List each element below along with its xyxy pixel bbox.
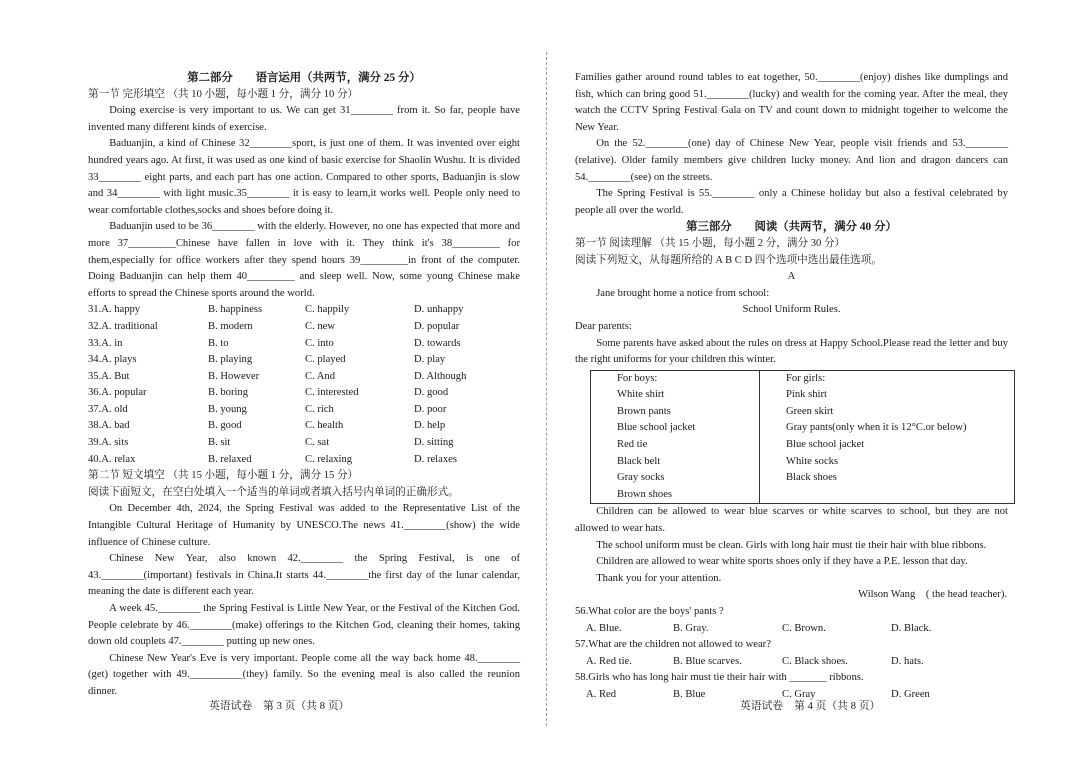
cloze-options xyxy=(88,302,520,468)
option-c: C. Brown. xyxy=(782,622,826,634)
option-row xyxy=(575,654,1008,671)
table-cell: White shirt xyxy=(617,389,665,401)
option-a: 31.A. happy xyxy=(88,304,141,316)
section1-heading: 第一节 完形填空 （共 10 小题，每小题 1 分，满分 10 分） xyxy=(88,88,359,100)
option-row xyxy=(88,352,520,369)
option-row xyxy=(88,336,520,353)
option-a: 33.A. in xyxy=(88,337,123,349)
table-cell: Blue school jacket xyxy=(786,439,865,451)
option-c: C. interested xyxy=(305,387,359,399)
option-c: C. And xyxy=(305,370,336,382)
option-row xyxy=(88,418,520,435)
fill-paragraph: The Spring Festival is 55.________ only a Chinese holiday but also a festival celebrated by people all over the world. xyxy=(575,188,1008,216)
table-cell: Gray socks xyxy=(617,472,665,484)
table-cell: Green skirt xyxy=(786,405,834,417)
option-a: 32.A. traditional xyxy=(88,320,158,332)
option-d: D. hats. xyxy=(891,655,924,667)
option-b: B. relaxed xyxy=(208,453,252,465)
option-d: D. sitting xyxy=(414,437,454,449)
table-cell: For boys: xyxy=(617,372,658,384)
cloze-paragraph: Doing exercise is very important to us. We can get 31________ from it. So far, people have invented many different kinds of exercise. xyxy=(88,105,520,133)
continued-paragraph: Families gather around round tables to eat together, 50.________(enjoy) dishes like dumplings and fish, which can bring good 51.________(lucky) and wealth for the coming year. After the meal, they watch the CCTV Spring Festival Gala on TV and count down to midnight together to welcome the New Year. xyxy=(575,72,1008,133)
option-row xyxy=(88,435,520,452)
table-cell: For girls: xyxy=(786,372,826,384)
table-cell: Blue school jacket xyxy=(617,422,696,434)
option-c: C. relaxing xyxy=(305,453,353,465)
page-footer-left: 英语试卷 第 3 页（共 8 页） xyxy=(209,700,350,712)
right-page xyxy=(575,70,1008,704)
option-c: C. new xyxy=(305,320,336,332)
question-56 xyxy=(575,604,1008,637)
option-d: D. Black. xyxy=(891,622,932,634)
option-a: 40.A. relax xyxy=(88,453,136,465)
option-d: D. poor xyxy=(414,403,447,415)
option-c: C. played xyxy=(305,354,346,366)
option-row xyxy=(88,385,520,402)
cloze-paragraph: Baduanjin, a kind of Chinese 32________sport, is just one of them. It was invented over eight hundred years ago. At first, it was used as one kind of basic exercise for Shaolin Wushu. It is divided 33________ eight parts, and each part has one action. Compared to other sports, Baduanjin is slow and 34________ with light music.35________ it is easy to learn,it works well. People only need to wear comfortable clothes,socks and shoes before doing it. xyxy=(88,138,520,216)
option-c: C. happily xyxy=(305,304,350,316)
table-cell: Brown pants xyxy=(617,405,671,417)
fill-paragraph: Chinese New Year's Eve is very important. People come all the way back home 48.________ (get) together with 49.__________(they) family. So the evening meal is also called the reunion dinner. xyxy=(88,652,520,697)
fill-paragraph: A week 45.________ the Spring Festival is Little New Year, or the Festival of the Kitchen God. People celebrate by 46.________(make) offerings to the Kitchen God, cleaning their homes, taking down old couplets 47.________ putting up new ones. xyxy=(88,603,520,648)
option-b: B. Blue xyxy=(673,688,706,700)
option-b: B. However xyxy=(208,370,260,382)
option-b: B. sit xyxy=(208,437,231,449)
option-row xyxy=(88,402,520,419)
option-d: D. Green xyxy=(891,688,930,700)
table-cell: Black belt xyxy=(617,455,661,467)
part2-heading: 第二部分 语言运用（共两节，满分 25 分） xyxy=(187,72,421,84)
option-a: A. Red xyxy=(586,688,617,700)
option-b: B. playing xyxy=(208,354,253,366)
table-cell: Pink shirt xyxy=(786,389,827,401)
notice-title: School Uniform Rules. xyxy=(742,304,841,316)
option-a: A. Red tie. xyxy=(586,655,632,667)
reading-section-heading: 第一节 阅读理解 （共 15 小题，每小题 2 分，满分 30 分） xyxy=(575,237,846,249)
option-d: D. towards xyxy=(414,337,461,349)
option-d: D. popular xyxy=(414,320,460,332)
letter-paragraph: Children can be allowed to wear blue scarves or white scarves to school, but they are not allowed to wear hats. xyxy=(575,506,1008,535)
fill-paragraph: Chinese New Year, also known 42.________ the Spring Festival, is one of 43.________(important) festivals in China.It starts 44.________the first day of the lunar calendar, meaning the date is different each year. xyxy=(88,553,520,598)
cloze-paragraph: Baduanjin used to be 36________ with the elderly. However, no one has expected that more and more 37_________Chinese have fallen in love with it. They think it's 38_________ for them,especially for office workers after they spend hours 39_________in front of the computer. Doing Baduanjin can help them 40_________ and sleep well. Now, some young Chinese make efforts to spread the Chinese sports around the world. xyxy=(88,221,520,299)
option-d: D. Although xyxy=(414,370,467,382)
option-row xyxy=(88,452,520,469)
question-stem: 57.What are the children not allowed to wear? xyxy=(575,639,771,651)
option-d: D. unhappy xyxy=(414,304,464,316)
question-stem: 56.What color are the boys' pants ? xyxy=(575,606,724,617)
option-c: C. rich xyxy=(305,403,334,415)
option-b: B. Gray. xyxy=(673,622,709,634)
part3-heading: 第三部分 阅读（共两节，满分 40 分） xyxy=(686,221,897,234)
table-cell: White socks xyxy=(786,455,839,467)
option-c: C. Black shoes. xyxy=(782,655,848,667)
table-cell: Gray pants(only when it is 12°C.or below) xyxy=(786,422,967,434)
option-b: B. Blue scarves. xyxy=(673,655,742,667)
page-footer-right: 英语试卷 第 4 页（共 8 页） xyxy=(740,700,881,712)
option-d: D. relaxes xyxy=(414,453,457,465)
option-b: B. modern xyxy=(208,320,253,332)
uniform-table xyxy=(590,370,1015,505)
option-c: C. health xyxy=(305,420,344,432)
table-cell: Brown shoes xyxy=(617,488,673,500)
boys-column xyxy=(591,370,760,504)
option-d: D. good xyxy=(414,387,449,399)
girls-column xyxy=(760,370,1015,504)
question-stem: 58.Girls who has long hair must tie their hair with _______ ribbons. xyxy=(575,672,864,684)
page-divider xyxy=(546,52,547,726)
option-b: B. happiness xyxy=(208,304,263,316)
section2-instruction: 阅读下面短文，在空白处填入一个适当的单词或者填入括号内单词的正确形式。 xyxy=(88,486,459,498)
option-d: D. help xyxy=(414,420,446,432)
section2-heading: 第二节 短文填空 （共 15 小题，每小题 1 分，满分 15 分） xyxy=(88,470,359,482)
letter-paragraph: The school uniform must be clean. Girls with long hair must tie their hair with blue ribbons. xyxy=(596,539,987,551)
option-row xyxy=(88,302,520,319)
table-cell: Black shoes xyxy=(786,472,837,484)
option-c: C. Gray xyxy=(782,688,816,700)
notice-intro: Jane brought home a notice from school: xyxy=(596,287,770,299)
option-row xyxy=(575,621,1008,638)
fill-paragraph: On the 52.________(one) day of Chinese New Year, people visit friends and 53.________ (relative). Older family members give children lucky money. And lion and dragon dancers can 54.________(see) on the streets. xyxy=(575,138,1008,183)
option-a: 38.A. bad xyxy=(88,420,130,432)
option-a: A. Blue. xyxy=(586,622,622,634)
letter-paragraph: Some parents have asked about the rules on dress at Happy School.Please read the letter and buy the right uniforms for your children this winter. xyxy=(575,337,1008,366)
reading-instruction: 阅读下列短文，从每题所给的 A B C D 四个选项中选出最佳选项。 xyxy=(575,254,882,266)
option-row xyxy=(88,319,520,336)
option-c: C. into xyxy=(305,337,334,349)
letter-paragraph: Thank you for your attention. xyxy=(596,572,722,584)
option-a: 34.A. plays xyxy=(88,354,137,366)
option-a: 37.A. old xyxy=(88,403,128,415)
option-a: 39.A. sits xyxy=(88,437,129,449)
option-b: B. to xyxy=(208,337,229,349)
option-a: 36.A. popular xyxy=(88,387,147,399)
fill-paragraph: On December 4th, 2024, the Spring Festival was added to the Representative List of the Intangible Cultural Heritage of Humanity by UNESCO.The news 41.________(show) the wide influence of Chinese culture. xyxy=(88,503,520,548)
letter-paragraph: Children are allowed to wear white sports shoes only if they have a P.E. lesson that day. xyxy=(596,556,968,568)
table-cell: Red tie xyxy=(617,439,648,451)
option-b: B. good xyxy=(208,420,242,432)
option-b: B. boring xyxy=(208,387,249,399)
option-a: 35.A. But xyxy=(88,370,130,382)
left-page xyxy=(88,70,520,701)
salutation: Dear parents: xyxy=(575,320,632,332)
signature: Wilson Wang ( the head teacher). xyxy=(858,589,1007,601)
passage-letter: A xyxy=(787,271,796,283)
option-row xyxy=(88,369,520,386)
option-c: C. sat xyxy=(305,437,330,449)
option-d: D. play xyxy=(414,354,446,366)
option-b: B. young xyxy=(208,403,247,415)
question-57 xyxy=(575,637,1008,670)
